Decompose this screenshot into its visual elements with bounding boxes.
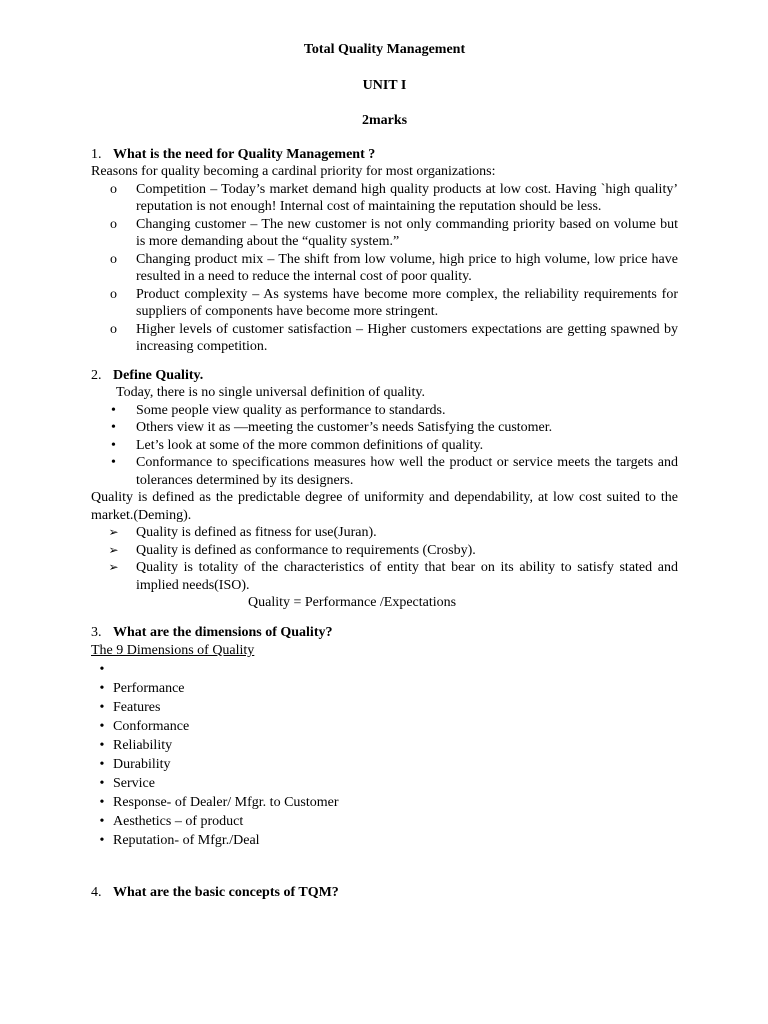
list-item-text [113,660,678,679]
bullet-icon: • [111,420,116,435]
bullet-icon: • [99,719,105,734]
question-text: What is the need for Quality Management ? [113,146,376,162]
list-item [91,717,678,736]
question-1-intro: Reasons for quality becoming a cardinal priority for most organizations: [91,164,496,179]
question-2 [91,367,678,385]
bullet-icon: • [111,455,116,470]
question-text: Define Quality. [113,367,204,383]
list-item-text: Response- of Dealer/ Mfgr. to Customer [113,795,339,810]
list-item-text: Service [113,776,155,791]
document-title: Total Quality Management [303,42,466,57]
bullet-icon: • [99,681,105,696]
dimensions-list [91,660,678,850]
list-item-text: Higher levels of customer satisfaction – Higher customers expectations are getting spawned by increasing competition. [136,321,678,354]
list-item [91,251,678,286]
question-number: 2. [91,367,102,383]
arrow-bullet-icon: ➢ [108,525,119,539]
list-item [91,181,678,216]
list-item-text: Conformance [113,719,190,734]
list-item [91,812,678,831]
list-item [91,402,678,420]
list-item-text: Performance [113,681,185,696]
bullet-icon: • [111,402,116,418]
bullet-icon: • [99,662,105,677]
list-item [91,679,678,698]
list-item [91,698,678,717]
question-number: 3. [91,624,102,640]
list-item-text: Conformance to specifications measures how well the product or service meets the targets and tolerances determined by its designers. [136,455,678,488]
bullet-icon: • [111,437,116,453]
list-item [91,454,678,489]
question-1 [91,146,678,164]
list-item-text: Aesthetics – of product [113,814,244,829]
bullet-icon: • [99,814,105,829]
bullet-icon: • [99,757,105,772]
list-item-text: Changing customer – The new customer is not only commanding priority based on volume but is more demanding about the “quality system.” [136,216,678,249]
bullet-icon: • [99,833,105,848]
list-item-text: Quality is defined as conformance to requirements (Crosby). [136,542,476,558]
list-item-text: Some people view quality as performance to standards. [136,402,446,418]
circle-bullet-icon: o [110,286,117,302]
list-item-text: Changing product mix – The shift from low volume, high price to high volume, low price have resulted in a need to reduce the internal cost of poor quality. [136,251,678,284]
bullet-icon: • [99,700,105,715]
question-4 [91,884,678,902]
list-item [91,736,678,755]
list-item [91,831,678,850]
list-item [91,793,678,812]
list-item-text: Others view it as —meeting the customer’s needs Satisfying the customer. [136,420,553,435]
list-item [91,419,678,437]
list-item [91,660,678,679]
list-item [91,542,678,560]
list-item [91,321,678,356]
unit-heading: UNIT I [362,77,407,93]
question-number: 1. [91,146,102,162]
list-item-text: Reliability [113,738,173,753]
list-item-text: Let’s look at some of the more common definitions of quality. [136,437,484,453]
bullet-icon: • [99,795,105,810]
list-item-text: Quality is totality of the characteristics of entity that bear on its ability to satisfy stated and implied needs(ISO). [136,560,678,593]
circle-bullet-icon: o [110,181,117,197]
list-item [91,286,678,321]
deming-definition: Quality is defined as the predictable degree of uniformity and dependability, at low cost suited to the market.(Deming). [91,490,678,523]
list-item-text: Quality is defined as fitness for use(Juran). [136,525,377,540]
question-3 [91,624,678,642]
list-item [91,774,678,793]
dimensions-subheading: The 9 Dimensions of Quality [91,643,255,658]
circle-bullet-icon: o [110,321,117,337]
question-1-list [91,181,678,356]
question-text: What are the dimensions of Quality? [113,624,333,640]
question-2-intro: Today, there is no single universal definition of quality. [116,385,426,400]
bullet-icon: • [99,738,105,753]
list-item [91,216,678,251]
list-item-text: Competition – Today’s market demand high quality products at low cost. Having `high quality’ reputation is not enough! Internal cost of maintaining the reputation should be less. [136,181,678,214]
question-number: 4. [91,885,102,900]
list-item [91,437,678,455]
arrow-bullet-icon: ➢ [108,560,119,574]
list-item-text: Durability [113,757,171,772]
question-text: What are the basic concepts of TQM? [113,885,339,900]
circle-bullet-icon: o [110,216,117,232]
quality-formula: Quality = Performance /Expectations [248,595,457,610]
arrow-bullet-icon: ➢ [108,542,119,557]
list-item-text: Product complexity – As systems have become more complex, the reliability requirements for suppliers of components have become more stringent. [136,286,678,319]
question-2-list [91,402,678,490]
marks-heading: 2marks [361,113,408,128]
list-item-text: Reputation- of Mfgr./Deal [113,833,260,848]
list-item [91,524,678,542]
bullet-icon: • [99,776,105,791]
circle-bullet-icon: o [110,251,117,267]
question-2-arrow-list [91,524,678,594]
list-item-text: Features [113,700,161,715]
list-item [91,755,678,774]
list-item [91,559,678,594]
